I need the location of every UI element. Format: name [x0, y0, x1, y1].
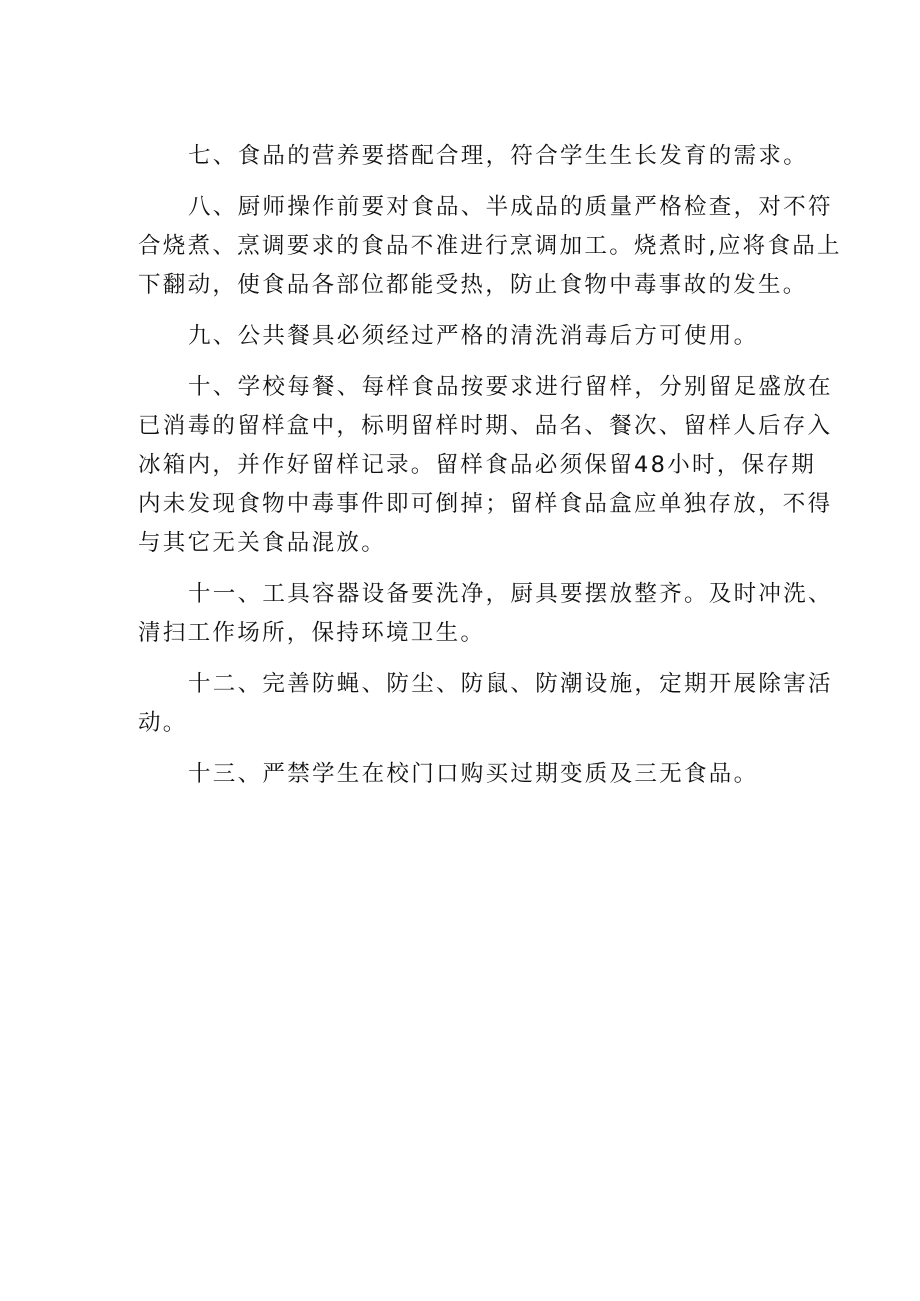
paragraph-line: 已消毒的留样盒中，标明留样时期、品名、餐次、留样人后存入: [138, 413, 833, 439]
paragraph-line: 下翻动，使食品各部位都能受热，防止食物中毒事故的发生。: [138, 272, 808, 298]
paragraph-line: 七、食品的营养要搭配合理，符合学生生长发育的需求。: [188, 143, 809, 169]
paragraph-line: 清扫工作场所，保持环境卫生。: [138, 620, 486, 646]
paragraph-line: 八、厨师操作前要对食品、半成品的质量严格检查，对不符: [188, 194, 833, 220]
paragraph-line: 十三、严禁学生在校门口购买过期变质及三无食品。: [188, 761, 759, 787]
paragraph-9: [138, 317, 793, 356]
paragraph-line: 与其它无关食品混放。: [138, 530, 387, 556]
paragraph-line: 冰箱内，并作好留样记录。留样食品必须保留48小时，保存期: [138, 452, 817, 478]
paragraph-11: [138, 575, 833, 653]
paragraph-12: [138, 665, 833, 743]
paragraph-7: [138, 137, 809, 176]
paragraph-line: 十、学校每餐、每样食品按要求进行留样，分别留足盛放在: [188, 374, 833, 400]
paragraph-line: 十二、完善防蝇、防尘、防鼠、防潮设施，定期开展除害活: [188, 671, 833, 697]
document-body: [138, 137, 842, 806]
paragraph-line: 合烧煮、烹调要求的食品不准进行烹调加工。烧煮时,应将食品上: [138, 233, 842, 259]
paragraph-line: 十一、工具容器设备要洗净，厨具要摆放整齐。及时冲洗、: [188, 581, 833, 607]
paragraph-13: [138, 755, 793, 794]
paragraph-line: 内未发现食物中毒事件即可倒掉；留样食品盒应单独存放，不得: [138, 491, 833, 517]
paragraph-8: [138, 188, 842, 305]
paragraph-10: [138, 368, 833, 563]
paragraph-line: 动。: [138, 710, 188, 736]
paragraph-line: 九、公共餐具必须经过严格的清洗消毒后方可使用。: [188, 323, 759, 349]
